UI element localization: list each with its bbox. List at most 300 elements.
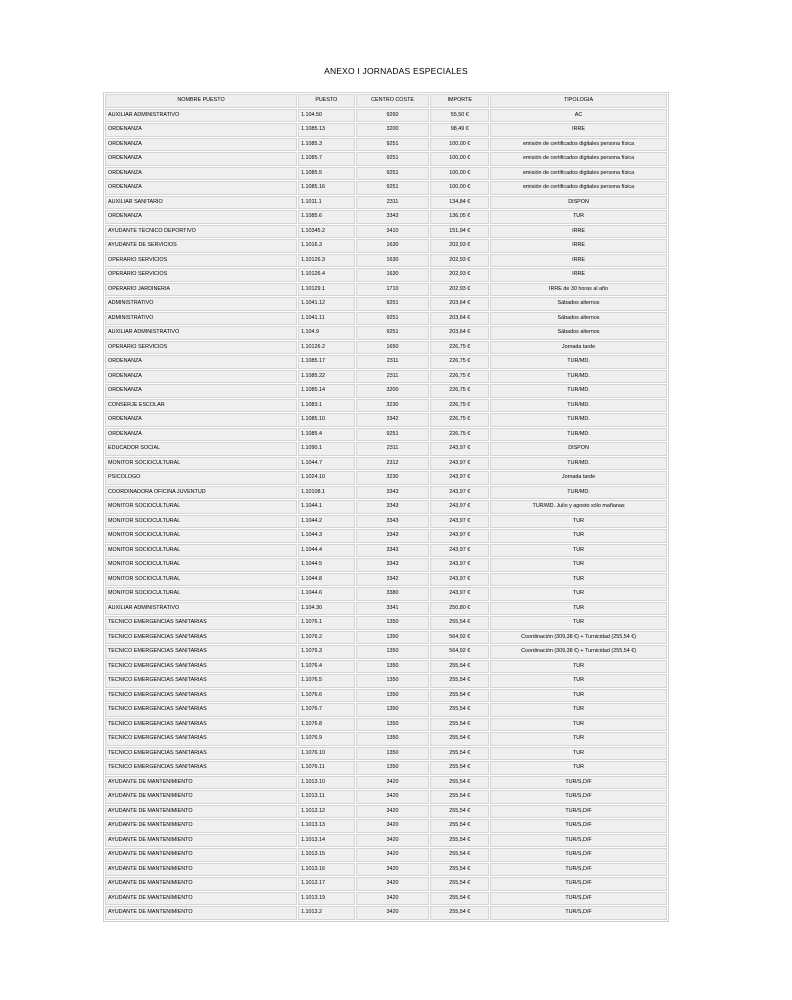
cell-centro-coste: 1650 (356, 341, 430, 355)
cell-nombre-puesto: ORDENANZA (105, 152, 297, 166)
table-row (105, 442, 667, 456)
cell-centro-coste: 2311 (356, 355, 430, 369)
cell-puesto: 1.1044.8 (298, 573, 355, 587)
cell-importe: 243,97 € (430, 457, 489, 471)
cell-nombre-puesto: ORDENANZA (105, 413, 297, 427)
cell-importe: 100,00 € (430, 167, 489, 181)
cell-importe: 255,54 € (430, 776, 489, 790)
header-tipologia: TIPOLOGIA (490, 94, 667, 108)
cell-importe: 255,54 € (430, 877, 489, 891)
cell-nombre-puesto: ADMINISTRATIVO (105, 297, 297, 311)
cell-centro-coste: 2311 (356, 196, 430, 210)
cell-centro-coste: 1350 (356, 718, 430, 732)
cell-puesto: 1.1085.3 (298, 138, 355, 152)
cell-tipologia: TUR/S,D/F (490, 906, 667, 920)
cell-importe: 226,75 € (430, 428, 489, 442)
cell-centro-coste: 9251 (356, 326, 430, 340)
table-row (105, 863, 667, 877)
cell-centro-coste: 3420 (356, 877, 430, 891)
cell-tipologia: Coordinación (309,38 €) + Turnicidad (255,54 €) (490, 645, 667, 659)
cell-centro-coste: 1350 (356, 761, 430, 775)
cell-nombre-puesto: MONITOR SOCIOCULTURAL (105, 587, 297, 601)
cell-importe: 255,54 € (430, 790, 489, 804)
cell-tipologia: TUR (490, 544, 667, 558)
cell-puesto: 1.1011.1 (298, 196, 355, 210)
cell-importe: 134,84 € (430, 196, 489, 210)
cell-importe: 98,49 € (430, 123, 489, 137)
header-centro-coste: CENTRO COSTE (356, 94, 430, 108)
cell-nombre-puesto: OPERARIO SERVICIOS (105, 341, 297, 355)
cell-puesto: 1.1085.4 (298, 428, 355, 442)
cell-nombre-puesto: AYUDANTE DE MANTENIMIENTO (105, 805, 297, 819)
cell-nombre-puesto: OPERARIO SERVICIOS (105, 268, 297, 282)
cell-puesto: 1.10126.4 (298, 268, 355, 282)
table-row (105, 776, 667, 790)
table-row (105, 326, 667, 340)
cell-puesto: 1.1076.5 (298, 674, 355, 688)
cell-tipologia: TUR (490, 587, 667, 601)
cell-centro-coste: 3380 (356, 587, 430, 601)
cell-tipologia: TUR/MD. (490, 428, 667, 442)
table-row (105, 268, 667, 282)
table-row (105, 689, 667, 703)
cell-puesto: 1.1076.6 (298, 689, 355, 703)
cell-nombre-puesto: AYUDANTE DE MANTENIMIENTO (105, 892, 297, 906)
cell-centro-coste: 3230 (356, 399, 430, 413)
cell-tipologia: Sábados alternos (490, 326, 667, 340)
cell-puesto: 1.1013.2 (298, 906, 355, 920)
cell-centro-coste: 3342 (356, 573, 430, 587)
cell-importe: 243,97 € (430, 442, 489, 456)
cell-tipologia: TUR (490, 718, 667, 732)
cell-tipologia: TUR/S,D/F (490, 848, 667, 862)
cell-tipologia: IRRE (490, 254, 667, 268)
cell-nombre-puesto: ORDENANZA (105, 428, 297, 442)
cell-nombre-puesto: TECNICO EMERGENCIAS SANITARIAS (105, 674, 297, 688)
table-row (105, 877, 667, 891)
cell-importe: 255,54 € (430, 863, 489, 877)
cell-puesto: 1.1013.12 (298, 805, 355, 819)
cell-importe: 243,97 € (430, 573, 489, 587)
table-row (105, 196, 667, 210)
cell-tipologia: TUR (490, 616, 667, 630)
cell-centro-coste: 1350 (356, 747, 430, 761)
table-row (105, 616, 667, 630)
cell-nombre-puesto: AUXILIAR ADMINISTRATIVO (105, 109, 297, 123)
cell-nombre-puesto: TECNICO EMERGENCIAS SANITARIAS (105, 761, 297, 775)
table-row (105, 515, 667, 529)
table-row (105, 471, 667, 485)
table-row (105, 660, 667, 674)
cell-tipologia: TUR/MD. (490, 370, 667, 384)
table-row (105, 138, 667, 152)
cell-nombre-puesto: ORDENANZA (105, 138, 297, 152)
cell-importe: 243,97 € (430, 471, 489, 485)
cell-tipologia: TUR (490, 558, 667, 572)
table-row (105, 167, 667, 181)
cell-centro-coste: 1350 (356, 660, 430, 674)
table-row (105, 819, 667, 833)
cell-tipologia: TUR (490, 761, 667, 775)
table-row (105, 297, 667, 311)
cell-nombre-puesto: ORDENANZA (105, 384, 297, 398)
table-row (105, 573, 667, 587)
cell-puesto: 1.1044.6 (298, 587, 355, 601)
cell-importe: 151,94 € (430, 225, 489, 239)
table-row (105, 225, 667, 239)
cell-tipologia: Sábados alternos (490, 297, 667, 311)
cell-tipologia: TUR/MD. (490, 486, 667, 500)
cell-nombre-puesto: OPERARIO JARDINERIA (105, 283, 297, 297)
cell-importe: 255,54 € (430, 761, 489, 775)
cell-importe: 255,54 € (430, 689, 489, 703)
cell-nombre-puesto: TECNICO EMERGENCIAS SANITARIAS (105, 689, 297, 703)
cell-tipologia: TUR/MD. (490, 457, 667, 471)
cell-tipologia: IRRE (490, 123, 667, 137)
cell-centro-coste: 3420 (356, 848, 430, 862)
cell-importe: 55,50 € (430, 109, 489, 123)
cell-importe: 202,93 € (430, 254, 489, 268)
cell-puesto: 1.10108.1 (298, 486, 355, 500)
table-row (105, 848, 667, 862)
cell-puesto: 1.1013.19 (298, 892, 355, 906)
cell-importe: 255,54 € (430, 703, 489, 717)
cell-centro-coste: 9251 (356, 167, 430, 181)
cell-importe: 243,97 € (430, 529, 489, 543)
cell-puesto: 1.1083.1 (298, 399, 355, 413)
cell-puesto: 1.1076.10 (298, 747, 355, 761)
cell-nombre-puesto: ORDENANZA (105, 123, 297, 137)
table-row (105, 500, 667, 514)
cell-puesto: 1.1044.1 (298, 500, 355, 514)
cell-tipologia: TUR/S,D/F (490, 834, 667, 848)
cell-centro-coste: 3343 (356, 544, 430, 558)
table-row (105, 674, 667, 688)
table-row (105, 558, 667, 572)
cell-tipologia: emisión de certificados digitales persona física (490, 167, 667, 181)
table-row (105, 790, 667, 804)
cell-tipologia: emisión de certificados digitales persona física (490, 152, 667, 166)
cell-centro-coste: 3420 (356, 805, 430, 819)
cell-nombre-puesto: AYUDANTE DE MANTENIMIENTO (105, 877, 297, 891)
cell-centro-coste: 1630 (356, 268, 430, 282)
cell-tipologia: IRRE de 30 horas al año (490, 283, 667, 297)
cell-tipologia: Jornada tarde (490, 341, 667, 355)
cell-importe: 255,54 € (430, 805, 489, 819)
cell-importe: 226,75 € (430, 355, 489, 369)
cell-tipologia: TUR/S,D/F (490, 892, 667, 906)
cell-puesto: 1.1085.14 (298, 384, 355, 398)
cell-importe: 564,92 € (430, 631, 489, 645)
cell-tipologia: TUR (490, 602, 667, 616)
cell-nombre-puesto: MONITOR SOCIOCULTURAL (105, 544, 297, 558)
cell-puesto: 1.104.30 (298, 602, 355, 616)
cell-nombre-puesto: MONITOR SOCIOCULTURAL (105, 457, 297, 471)
cell-tipologia: Coordinación (309,38 €) + Turnicidad (255,54 €) (490, 631, 667, 645)
cell-centro-coste: 3343 (356, 529, 430, 543)
cell-centro-coste: 3420 (356, 863, 430, 877)
cell-tipologia: TUR/S,D/F (490, 863, 667, 877)
cell-nombre-puesto: TECNICO EMERGENCIAS SANITARIAS (105, 616, 297, 630)
cell-puesto: 1.1085.10 (298, 413, 355, 427)
cell-tipologia: AC (490, 109, 667, 123)
cell-centro-coste: 3343 (356, 500, 430, 514)
cell-centro-coste: 3230 (356, 471, 430, 485)
cell-puesto: 1.1085.7 (298, 152, 355, 166)
cell-puesto: 1.10345.2 (298, 225, 355, 239)
cell-importe: 255,54 € (430, 892, 489, 906)
table-row (105, 399, 667, 413)
cell-importe: 243,97 € (430, 500, 489, 514)
cell-puesto: 1.1013.10 (298, 776, 355, 790)
cell-tipologia: TUR/S,D/F (490, 790, 667, 804)
table-row (105, 312, 667, 326)
cell-nombre-puesto: COORDINADORA OFICINA JUVENTUD (105, 486, 297, 500)
cell-puesto: 1.1076.9 (298, 732, 355, 746)
cell-tipologia: TUR/S,D/F (490, 805, 667, 819)
cell-puesto: 1.1076.7 (298, 703, 355, 717)
table-row (105, 544, 667, 558)
cell-nombre-puesto: CONSERJE ESCOLAR (105, 399, 297, 413)
cell-importe: 564,92 € (430, 645, 489, 659)
cell-centro-coste: 9251 (356, 181, 430, 195)
table-row (105, 602, 667, 616)
cell-puesto: 1.1013.13 (298, 819, 355, 833)
cell-puesto: 1.1013.11 (298, 790, 355, 804)
cell-nombre-puesto: ORDENANZA (105, 167, 297, 181)
cell-centro-coste: 3343 (356, 486, 430, 500)
cell-tipologia: TUR/S,D/F (490, 819, 667, 833)
cell-importe: 255,54 € (430, 660, 489, 674)
cell-tipologia: TUR (490, 515, 667, 529)
table-row (105, 181, 667, 195)
cell-centro-coste: 3343 (356, 210, 430, 224)
cell-centro-coste: 3420 (356, 790, 430, 804)
cell-importe: 255,54 € (430, 906, 489, 920)
cell-puesto: 1.1044.4 (298, 544, 355, 558)
cell-centro-coste: 1350 (356, 616, 430, 630)
cell-importe: 100,00 € (430, 138, 489, 152)
cell-importe: 243,97 € (430, 558, 489, 572)
cell-nombre-puesto: ORDENANZA (105, 355, 297, 369)
cell-importe: 226,75 € (430, 399, 489, 413)
cell-nombre-puesto: AUXILIAR SANITARIO (105, 196, 297, 210)
cell-tipologia: TUR/S,D/F (490, 877, 667, 891)
cell-puesto: 1.1076.4 (298, 660, 355, 674)
cell-puesto: 1.1076.1 (298, 616, 355, 630)
cell-puesto: 1.10129.1 (298, 283, 355, 297)
cell-tipologia: DISPON (490, 442, 667, 456)
cell-tipologia: TUR/S,D/F (490, 776, 667, 790)
cell-centro-coste: 9251 (356, 428, 430, 442)
cell-tipologia: TUR/MD. (490, 384, 667, 398)
cell-puesto: 1.104.9 (298, 326, 355, 340)
cell-importe: 255,54 € (430, 674, 489, 688)
cell-centro-coste: 9260 (356, 109, 430, 123)
cell-puesto: 1.1090.1 (298, 442, 355, 456)
cell-nombre-puesto: EDUCADOR SOCIAL (105, 442, 297, 456)
table-row (105, 906, 667, 920)
cell-importe: 255,54 € (430, 848, 489, 862)
cell-nombre-puesto: AYUDANTE DE MANTENIMIENTO (105, 790, 297, 804)
cell-puesto: 1.1044.3 (298, 529, 355, 543)
table-row (105, 805, 667, 819)
table-row (105, 761, 667, 775)
cell-nombre-puesto: AYUDANTE DE MANTENIMIENTO (105, 834, 297, 848)
cell-tipologia: emisión de certificados digitales persona física (490, 181, 667, 195)
cell-nombre-puesto: TECNICO EMERGENCIAS SANITARIAS (105, 631, 297, 645)
cell-centro-coste: 3420 (356, 834, 430, 848)
header-puesto: PUESTO (298, 94, 355, 108)
cell-centro-coste: 1350 (356, 674, 430, 688)
cell-puesto: 1.1041.12 (298, 297, 355, 311)
cell-importe: 226,75 € (430, 384, 489, 398)
cell-centro-coste: 3343 (356, 558, 430, 572)
cell-nombre-puesto: MONITOR SOCIOCULTURAL (105, 558, 297, 572)
cell-centro-coste: 9251 (356, 297, 430, 311)
cell-importe: 226,75 € (430, 370, 489, 384)
cell-importe: 255,54 € (430, 819, 489, 833)
cell-importe: 243,97 € (430, 544, 489, 558)
cell-puesto: 1.1013.14 (298, 834, 355, 848)
cell-centro-coste: 1350 (356, 631, 430, 645)
table-row (105, 123, 667, 137)
cell-nombre-puesto: MONITOR SOCIOCULTURAL (105, 500, 297, 514)
cell-centro-coste: 1350 (356, 645, 430, 659)
cell-centro-coste: 1350 (356, 703, 430, 717)
table-row (105, 718, 667, 732)
cell-puesto: 1.1085.5 (298, 167, 355, 181)
cell-importe: 202,93 € (430, 283, 489, 297)
annex-table (103, 92, 669, 922)
cell-puesto: 1.1013.17 (298, 877, 355, 891)
cell-puesto: 1.1085.17 (298, 355, 355, 369)
cell-nombre-puesto: TECNICO EMERGENCIAS SANITARIAS (105, 660, 297, 674)
cell-nombre-puesto: TECNICO EMERGENCIAS SANITARIAS (105, 718, 297, 732)
cell-tipologia: TUR (490, 529, 667, 543)
cell-puesto: 1.1013.15 (298, 848, 355, 862)
cell-nombre-puesto: AYUDANTE DE MANTENIMIENTO (105, 819, 297, 833)
cell-nombre-puesto: AUXILIAR ADMINISTRATIVO (105, 326, 297, 340)
cell-puesto: 1.1076.2 (298, 631, 355, 645)
cell-importe: 203,64 € (430, 297, 489, 311)
table-row (105, 428, 667, 442)
cell-importe: 255,54 € (430, 834, 489, 848)
cell-centro-coste: 2311 (356, 370, 430, 384)
cell-puesto: 1.1076.8 (298, 718, 355, 732)
cell-tipologia: emisión de certificados digitales persona física (490, 138, 667, 152)
cell-importe: 203,64 € (430, 326, 489, 340)
cell-puesto: 1.1016.3 (298, 239, 355, 253)
cell-nombre-puesto: ADMINISTRATIVO (105, 312, 297, 326)
cell-nombre-puesto: ORDENANZA (105, 210, 297, 224)
cell-tipologia: TUR/MD. Julio y agosto sólo mañanas (490, 500, 667, 514)
cell-centro-coste: 3420 (356, 776, 430, 790)
table-row (105, 892, 667, 906)
cell-centro-coste: 3420 (356, 906, 430, 920)
table-row (105, 645, 667, 659)
cell-tipologia: IRRE (490, 268, 667, 282)
page-title: ANEXO I JORNADAS ESPECIALES (324, 66, 468, 76)
cell-centro-coste: 1350 (356, 732, 430, 746)
cell-nombre-puesto: TECNICO EMERGENCIAS SANITARIAS (105, 645, 297, 659)
cell-centro-coste: 9251 (356, 138, 430, 152)
cell-tipologia: TUR (490, 210, 667, 224)
cell-centro-coste: 3420 (356, 892, 430, 906)
cell-puesto: 1.104.50 (298, 109, 355, 123)
cell-tipologia: Sábados alternos (490, 312, 667, 326)
cell-tipologia: TUR (490, 674, 667, 688)
cell-centro-coste: 3200 (356, 384, 430, 398)
cell-centro-coste: 3342 (356, 413, 430, 427)
cell-nombre-puesto: AYUDANTE DE MANTENIMIENTO (105, 863, 297, 877)
cell-tipologia: IRRE (490, 239, 667, 253)
cell-puesto: 1.1085.16 (298, 181, 355, 195)
cell-nombre-puesto: ORDENANZA (105, 181, 297, 195)
cell-importe: 255,54 € (430, 747, 489, 761)
cell-nombre-puesto: AYUDANTE TECNICO DEPORTIVO (105, 225, 297, 239)
cell-importe: 136,05 € (430, 210, 489, 224)
cell-centro-coste: 2311 (356, 442, 430, 456)
cell-tipologia: TUR/MD. (490, 355, 667, 369)
cell-nombre-puesto: AUXILIAR ADMINISTRATIVO (105, 602, 297, 616)
cell-nombre-puesto: TECNICO EMERGENCIAS SANITARIAS (105, 703, 297, 717)
cell-puesto: 1.1076.11 (298, 761, 355, 775)
cell-centro-coste: 2312 (356, 457, 430, 471)
cell-tipologia: TUR/MD. (490, 413, 667, 427)
table-row (105, 457, 667, 471)
cell-importe: 255,54 € (430, 718, 489, 732)
table-row (105, 283, 667, 297)
cell-centro-coste: 3341 (356, 602, 430, 616)
cell-importe: 243,97 € (430, 587, 489, 601)
cell-nombre-puesto: TECNICO EMERGENCIAS SANITARIAS (105, 732, 297, 746)
cell-nombre-puesto: AYUDANTE DE MANTENIMIENTO (105, 776, 297, 790)
cell-importe: 255,54 € (430, 732, 489, 746)
cell-puesto: 1.1085.13 (298, 123, 355, 137)
cell-nombre-puesto: MONITOR SOCIOCULTURAL (105, 529, 297, 543)
cell-tipologia: TUR/MD. (490, 399, 667, 413)
cell-importe: 255,54 € (430, 616, 489, 630)
cell-puesto: 1.10126.2 (298, 341, 355, 355)
cell-tipologia: TUR (490, 703, 667, 717)
cell-importe: 202,93 € (430, 239, 489, 253)
table-row (105, 239, 667, 253)
cell-tipologia: TUR (490, 689, 667, 703)
cell-nombre-puesto: OPERARIO SERVICIOS (105, 254, 297, 268)
cell-importe: 202,93 € (430, 268, 489, 282)
table-row (105, 341, 667, 355)
table-row (105, 254, 667, 268)
cell-nombre-puesto: ORDENANZA (105, 370, 297, 384)
cell-tipologia: TUR (490, 747, 667, 761)
table-row (105, 587, 667, 601)
cell-tipologia: Jornada tarde (490, 471, 667, 485)
header-nombre-puesto: NOMBRE PUESTO (105, 94, 297, 108)
table-header-row (105, 94, 667, 108)
cell-centro-coste: 1350 (356, 689, 430, 703)
table-row (105, 703, 667, 717)
cell-nombre-puesto: AYUDANTE DE MANTENIMIENTO (105, 906, 297, 920)
cell-nombre-puesto: PSICOLOGO (105, 471, 297, 485)
table-row (105, 370, 667, 384)
cell-importe: 100,00 € (430, 181, 489, 195)
table-row (105, 631, 667, 645)
cell-puesto: 1.10126.3 (298, 254, 355, 268)
cell-puesto: 1.1044.7 (298, 457, 355, 471)
cell-centro-coste: 9251 (356, 312, 430, 326)
cell-nombre-puesto: AYUDANTE DE MANTENIMIENTO (105, 848, 297, 862)
